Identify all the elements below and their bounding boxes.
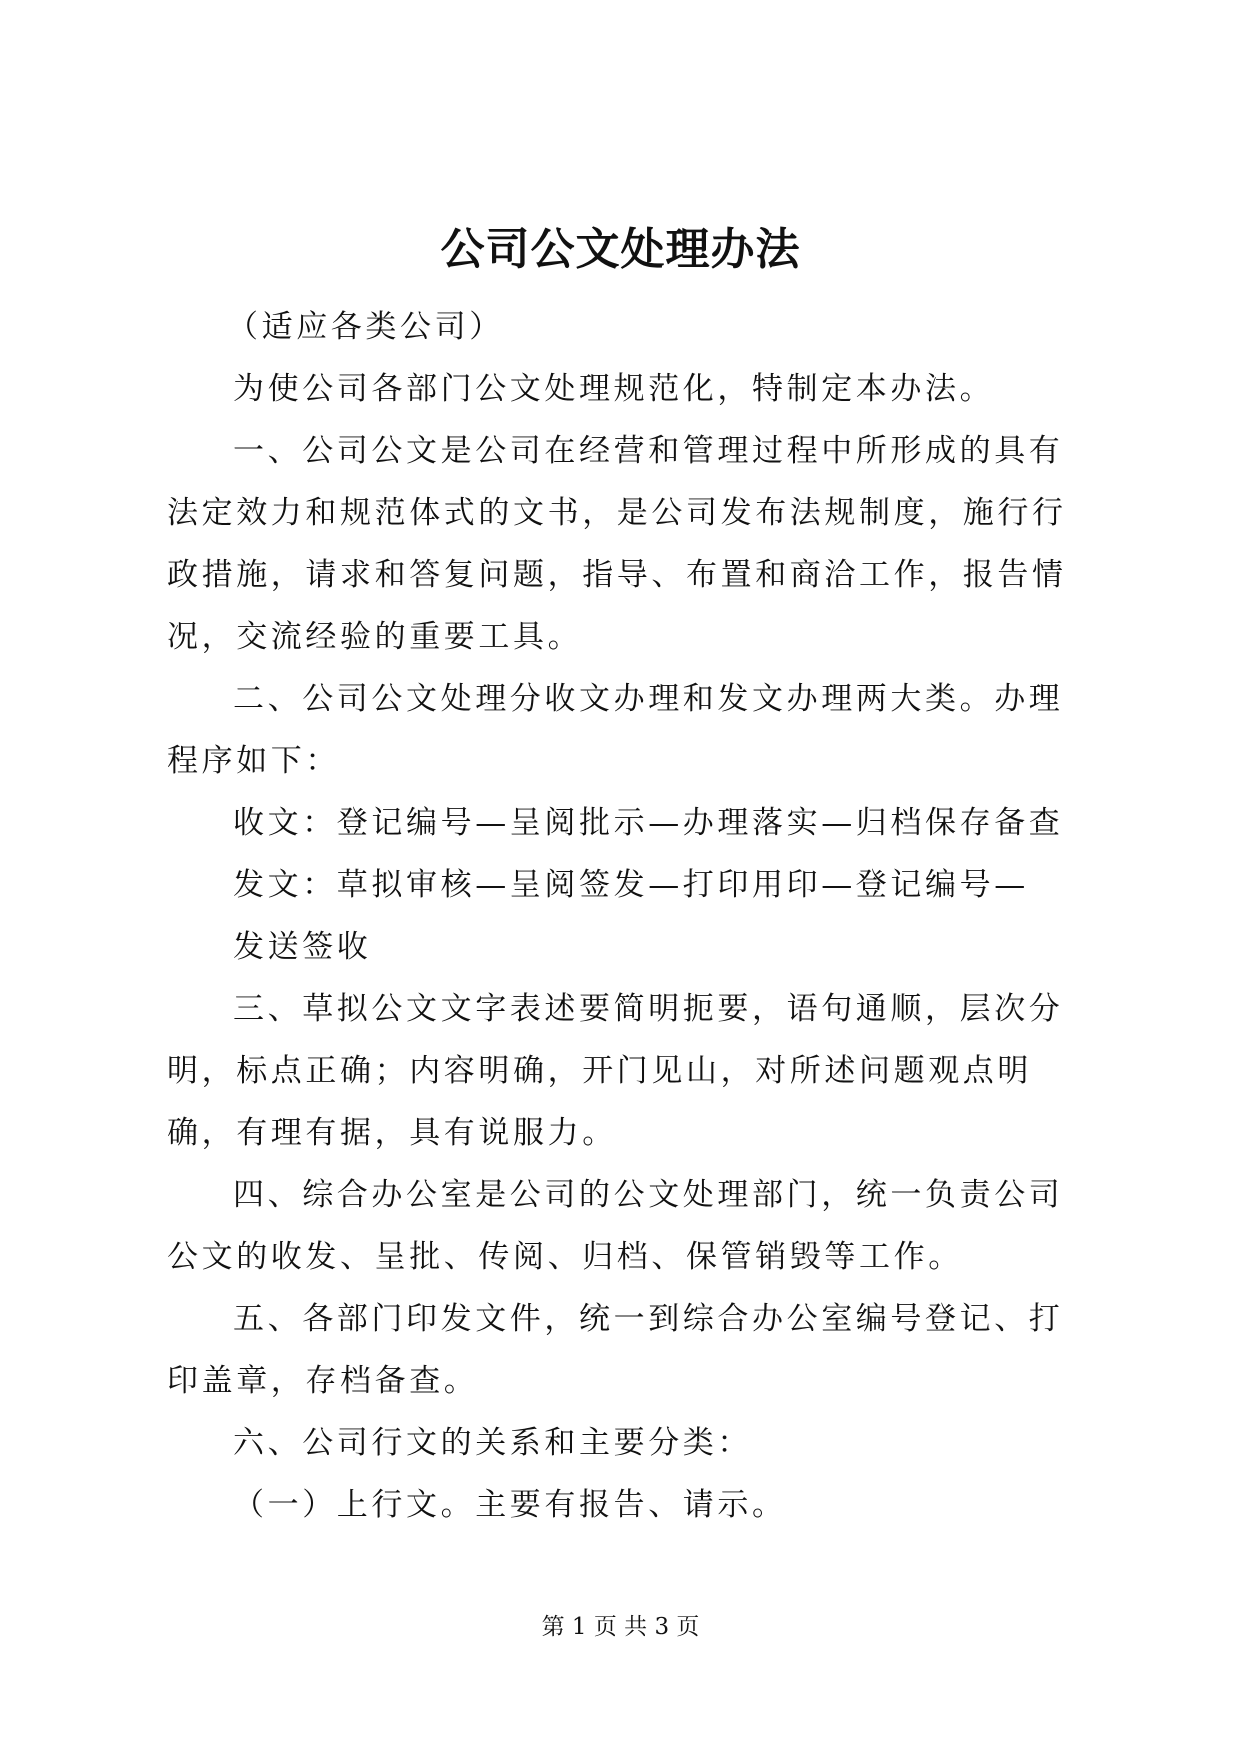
paragraph-section-4: 四、综合办公室是公司的公文处理部门，统一负责公司公文的收发、呈批、传阅、归档、保管销毁等工作。 <box>167 1177 1064 1275</box>
paragraph-section-5: 五、各部门印发文件，统一到综合办公室编号登记、打印盖章，存档备查。 <box>167 1301 1064 1399</box>
paragraph-subsection-1: （一）上行文。主要有报告、请示。 <box>233 1487 787 1523</box>
document-body <box>167 296 1087 1536</box>
paragraph-section-3: 三、草拟公文文字表述要简明扼要，语句通顺，层次分明，标点正确；内容明确，开门见山，对所述问题观点明确，有理有据，具有说服力。 <box>167 991 1064 1151</box>
paragraph-section-6: 六、公司行文的关系和主要分类： <box>233 1425 752 1461</box>
paragraph-send-process: 发文：草拟审核—呈阅签发—打印用印—登记编号— <box>233 867 1029 903</box>
page-number-footer: 第 1 页 共 3 页 <box>541 1614 700 1640</box>
paragraph-receive-process: 收文：登记编号—呈阅批示—办理落实—归档保存备查 <box>233 805 1064 841</box>
document-subtitle: （适应各类公司） <box>227 309 504 345</box>
paragraph-section-1: 一、公司公文是公司在经营和管理过程中所形成的具有法定效力和规范体式的文书，是公司发布法规制度，施行行政措施，请求和答复问题，指导、布置和商洽工作，报告情况，交流经验的重要工具。 <box>167 433 1067 655</box>
paragraph-section-2: 二、公司公文处理分收文办理和发文办理两大类。办理程序如下： <box>167 681 1064 779</box>
document-title: 公司公文处理办法 <box>440 224 801 275</box>
paragraph-intro: 为使公司各部门公文处理规范化，特制定本办法。 <box>233 371 995 407</box>
paragraph-send-process-continued: 发送签收 <box>233 929 372 965</box>
